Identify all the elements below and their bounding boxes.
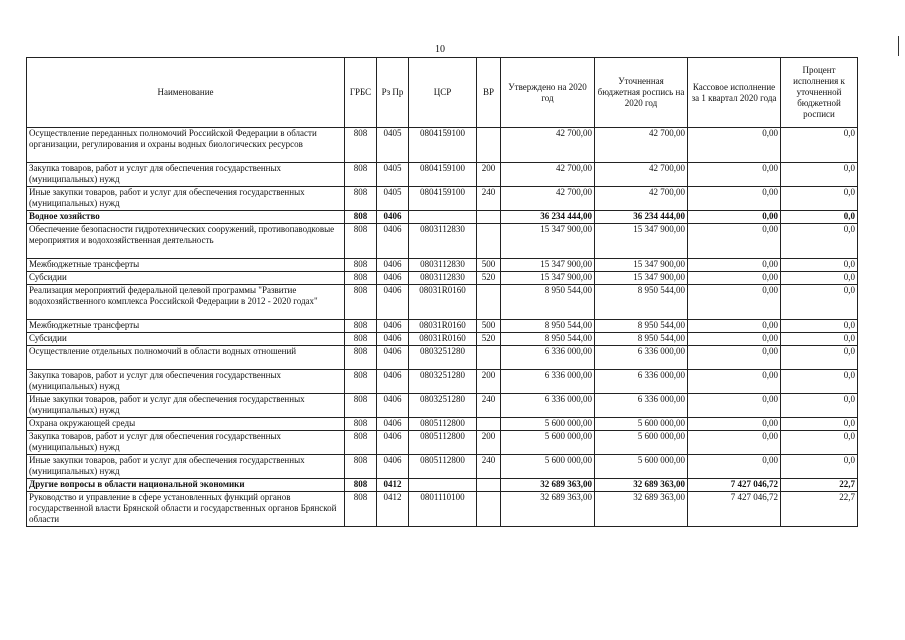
table-row [27, 346, 858, 370]
cell-grbs: 808 [345, 394, 377, 418]
cell-grbs: 808 [345, 285, 377, 320]
cell-grbs: 808 [345, 211, 377, 224]
cell-grbs: 808 [345, 431, 377, 455]
cell-vr: 500 [477, 320, 501, 333]
table-row [27, 187, 858, 211]
table-body [27, 128, 858, 527]
cell-approved: 8 950 544,00 [501, 320, 595, 333]
table-row [27, 333, 858, 346]
cell-cash: 7 427 046,72 [688, 492, 781, 527]
cell-percent: 0,0 [781, 370, 858, 394]
cell-approved: 5 600 000,00 [501, 455, 595, 479]
cell-approved: 6 336 000,00 [501, 346, 595, 370]
cell-grbs: 808 [345, 320, 377, 333]
table-row [27, 272, 858, 285]
cell-approved: 15 347 900,00 [501, 224, 595, 259]
cell-percent: 0,0 [781, 211, 858, 224]
cell-cash: 0,00 [688, 211, 781, 224]
cell-cash: 0,00 [688, 418, 781, 431]
cell-csr: 0805112800 [409, 455, 477, 479]
cell-percent: 22,7 [781, 492, 858, 527]
cell-grbs: 808 [345, 259, 377, 272]
table-row [27, 418, 858, 431]
cell-vr [477, 492, 501, 527]
cell-rzpr: 0406 [377, 320, 409, 333]
cell-vr: 240 [477, 187, 501, 211]
cell-grbs: 808 [345, 479, 377, 492]
header-cash: Кассовое исполнение за 1 квартал 2020 года [688, 58, 781, 128]
cell-cash: 0,00 [688, 320, 781, 333]
cell-rzpr: 0405 [377, 187, 409, 211]
cell-csr: 0803112830 [409, 259, 477, 272]
cell-refined: 42 700,00 [595, 163, 688, 187]
cell-grbs: 808 [345, 346, 377, 370]
cell-grbs: 808 [345, 163, 377, 187]
header-name: Наименование [27, 58, 345, 128]
cell-csr: 0803112830 [409, 272, 477, 285]
cell-vr: 200 [477, 163, 501, 187]
header-percent: Процент исполнения к уточненной бюджетной росписи [781, 58, 858, 128]
cell-grbs: 808 [345, 333, 377, 346]
cell-rzpr: 0406 [377, 370, 409, 394]
cell-grbs: 808 [345, 187, 377, 211]
cell-csr: 0803251280 [409, 370, 477, 394]
cell-percent: 22,7 [781, 479, 858, 492]
cell-vr: 520 [477, 272, 501, 285]
cell-csr: 0803112830 [409, 224, 477, 259]
cell-rzpr: 0405 [377, 163, 409, 187]
cell-percent: 0,0 [781, 418, 858, 431]
table-row [27, 224, 858, 259]
cell-name: Межбюджетные трансферты [27, 259, 345, 272]
cell-csr: 0803251280 [409, 346, 477, 370]
cell-percent: 0,0 [781, 224, 858, 259]
cell-cash: 0,00 [688, 394, 781, 418]
header-refined: Уточненная бюджетная роспись на 2020 год [595, 58, 688, 128]
cell-rzpr: 0406 [377, 272, 409, 285]
cell-cash: 0,00 [688, 272, 781, 285]
scan-edge-mark [898, 36, 899, 56]
cell-csr: 0804159100 [409, 163, 477, 187]
table-row [27, 370, 858, 394]
cell-csr: 08031R0160 [409, 333, 477, 346]
cell-vr [477, 211, 501, 224]
cell-refined: 36 234 444,00 [595, 211, 688, 224]
cell-cash: 0,00 [688, 346, 781, 370]
cell-percent: 0,0 [781, 455, 858, 479]
cell-refined: 6 336 000,00 [595, 370, 688, 394]
cell-percent: 0,0 [781, 259, 858, 272]
cell-percent: 0,0 [781, 431, 858, 455]
cell-rzpr: 0406 [377, 394, 409, 418]
table-row [27, 259, 858, 272]
cell-refined: 15 347 900,00 [595, 224, 688, 259]
cell-csr: 08031R0160 [409, 320, 477, 333]
cell-name: Закупка товаров, работ и услуг для обеспечения государственных (муниципальных) нужд [27, 370, 345, 394]
cell-rzpr: 0412 [377, 492, 409, 527]
cell-approved: 15 347 900,00 [501, 259, 595, 272]
cell-percent: 0,0 [781, 346, 858, 370]
cell-refined: 15 347 900,00 [595, 272, 688, 285]
cell-name: Обеспечение безопасности гидротехнических сооружений, противопаводковые мероприятия и водохозяйственная деятельность [27, 224, 345, 259]
cell-percent: 0,0 [781, 272, 858, 285]
cell-vr [477, 128, 501, 163]
cell-refined: 42 700,00 [595, 128, 688, 163]
cell-name: Другие вопросы в области национальной экономики [27, 479, 345, 492]
cell-name: Руководство и управление в сфере установленных функций органов государственной власти Брянской области и государственных органов Брянской области [27, 492, 345, 527]
cell-name: Иные закупки товаров, работ и услуг для обеспечения государственных (муниципальных) нужд [27, 394, 345, 418]
cell-grbs: 808 [345, 455, 377, 479]
cell-approved: 8 950 544,00 [501, 285, 595, 320]
cell-csr: 0805112800 [409, 431, 477, 455]
table-row [27, 431, 858, 455]
cell-approved: 6 336 000,00 [501, 370, 595, 394]
cell-refined: 42 700,00 [595, 187, 688, 211]
cell-vr [477, 418, 501, 431]
cell-vr: 520 [477, 333, 501, 346]
cell-csr: 0803251280 [409, 394, 477, 418]
header-rzpr: Рз Пр [377, 58, 409, 128]
cell-csr: 0804159100 [409, 187, 477, 211]
cell-refined: 8 950 544,00 [595, 333, 688, 346]
cell-vr: 240 [477, 455, 501, 479]
table-row [27, 128, 858, 163]
cell-rzpr: 0405 [377, 128, 409, 163]
cell-grbs: 808 [345, 418, 377, 431]
header-approved: Утверждено на 2020 год [501, 58, 595, 128]
cell-refined: 32 689 363,00 [595, 492, 688, 527]
cell-name: Осуществление отдельных полномочий в области водных отношений [27, 346, 345, 370]
cell-rzpr: 0406 [377, 285, 409, 320]
cell-csr: 08031R0160 [409, 285, 477, 320]
cell-rzpr: 0406 [377, 431, 409, 455]
cell-rzpr: 0406 [377, 418, 409, 431]
cell-approved: 5 600 000,00 [501, 431, 595, 455]
cell-percent: 0,0 [781, 163, 858, 187]
cell-vr: 240 [477, 394, 501, 418]
cell-rzpr: 0406 [377, 211, 409, 224]
cell-refined: 6 336 000,00 [595, 346, 688, 370]
cell-cash: 7 427 046,72 [688, 479, 781, 492]
cell-cash: 0,00 [688, 333, 781, 346]
cell-vr: 200 [477, 431, 501, 455]
cell-rzpr: 0406 [377, 259, 409, 272]
cell-name: Закупка товаров, работ и услуг для обеспечения государственных (муниципальных) нужд [27, 163, 345, 187]
cell-name: Иные закупки товаров, работ и услуг для обеспечения государственных (муниципальных) нужд [27, 187, 345, 211]
page-number: 10 [435, 44, 445, 55]
cell-csr: 0805112800 [409, 418, 477, 431]
cell-cash: 0,00 [688, 431, 781, 455]
cell-cash: 0,00 [688, 163, 781, 187]
cell-name: Реализация мероприятий федеральной целевой программы "Развитие водохозяйственного комплекса Российской Федерации в 2012 - 2020 годах" [27, 285, 345, 320]
cell-refined: 5 600 000,00 [595, 455, 688, 479]
cell-refined: 5 600 000,00 [595, 431, 688, 455]
table-row [27, 320, 858, 333]
cell-approved: 42 700,00 [501, 128, 595, 163]
cell-rzpr: 0406 [377, 333, 409, 346]
table-header-row [27, 58, 858, 128]
cell-grbs: 808 [345, 272, 377, 285]
cell-cash: 0,00 [688, 224, 781, 259]
table-row [27, 285, 858, 320]
cell-percent: 0,0 [781, 285, 858, 320]
cell-name: Осуществление переданных полномочий Российской Федерации в области организации, регулирования и охраны водных биологических ресурсов [27, 128, 345, 163]
cell-cash: 0,00 [688, 187, 781, 211]
cell-vr [477, 285, 501, 320]
cell-vr: 200 [477, 370, 501, 394]
cell-approved: 42 700,00 [501, 163, 595, 187]
header-vr: ВР [477, 58, 501, 128]
header-grbs: ГРБС [345, 58, 377, 128]
cell-percent: 0,0 [781, 333, 858, 346]
cell-vr: 500 [477, 259, 501, 272]
cell-refined: 6 336 000,00 [595, 394, 688, 418]
cell-cash: 0,00 [688, 259, 781, 272]
cell-name: Водное хозяйство [27, 211, 345, 224]
cell-approved: 32 689 363,00 [501, 479, 595, 492]
cell-refined: 8 950 544,00 [595, 320, 688, 333]
cell-rzpr: 0406 [377, 455, 409, 479]
cell-grbs: 808 [345, 492, 377, 527]
cell-approved: 36 234 444,00 [501, 211, 595, 224]
cell-cash: 0,00 [688, 455, 781, 479]
cell-csr [409, 479, 477, 492]
cell-approved: 15 347 900,00 [501, 272, 595, 285]
budget-table [26, 57, 858, 527]
cell-name: Межбюджетные трансферты [27, 320, 345, 333]
cell-vr [477, 479, 501, 492]
table-row [27, 492, 858, 527]
cell-refined: 32 689 363,00 [595, 479, 688, 492]
cell-name: Субсидии [27, 272, 345, 285]
cell-grbs: 808 [345, 128, 377, 163]
cell-name: Иные закупки товаров, работ и услуг для обеспечения государственных (муниципальных) нужд [27, 455, 345, 479]
cell-cash: 0,00 [688, 285, 781, 320]
table-row [27, 479, 858, 492]
cell-rzpr: 0412 [377, 479, 409, 492]
cell-vr [477, 346, 501, 370]
cell-name: Субсидии [27, 333, 345, 346]
cell-approved: 32 689 363,00 [501, 492, 595, 527]
cell-refined: 8 950 544,00 [595, 285, 688, 320]
header-csr: ЦСР [409, 58, 477, 128]
cell-vr [477, 224, 501, 259]
table-row [27, 455, 858, 479]
cell-rzpr: 0406 [377, 346, 409, 370]
cell-cash: 0,00 [688, 128, 781, 163]
table-row [27, 211, 858, 224]
table-row [27, 394, 858, 418]
cell-grbs: 808 [345, 370, 377, 394]
cell-approved: 5 600 000,00 [501, 418, 595, 431]
cell-refined: 5 600 000,00 [595, 418, 688, 431]
cell-rzpr: 0406 [377, 224, 409, 259]
table-row [27, 163, 858, 187]
cell-percent: 0,0 [781, 320, 858, 333]
cell-csr: 0804159100 [409, 128, 477, 163]
cell-cash: 0,00 [688, 370, 781, 394]
cell-refined: 15 347 900,00 [595, 259, 688, 272]
cell-name: Охрана окружающей среды [27, 418, 345, 431]
cell-approved: 42 700,00 [501, 187, 595, 211]
cell-csr [409, 211, 477, 224]
cell-approved: 6 336 000,00 [501, 394, 595, 418]
cell-name: Закупка товаров, работ и услуг для обеспечения государственных (муниципальных) нужд [27, 431, 345, 455]
cell-grbs: 808 [345, 224, 377, 259]
cell-percent: 0,0 [781, 187, 858, 211]
cell-approved: 8 950 544,00 [501, 333, 595, 346]
cell-percent: 0,0 [781, 394, 858, 418]
cell-csr: 0801110100 [409, 492, 477, 527]
cell-percent: 0,0 [781, 128, 858, 163]
